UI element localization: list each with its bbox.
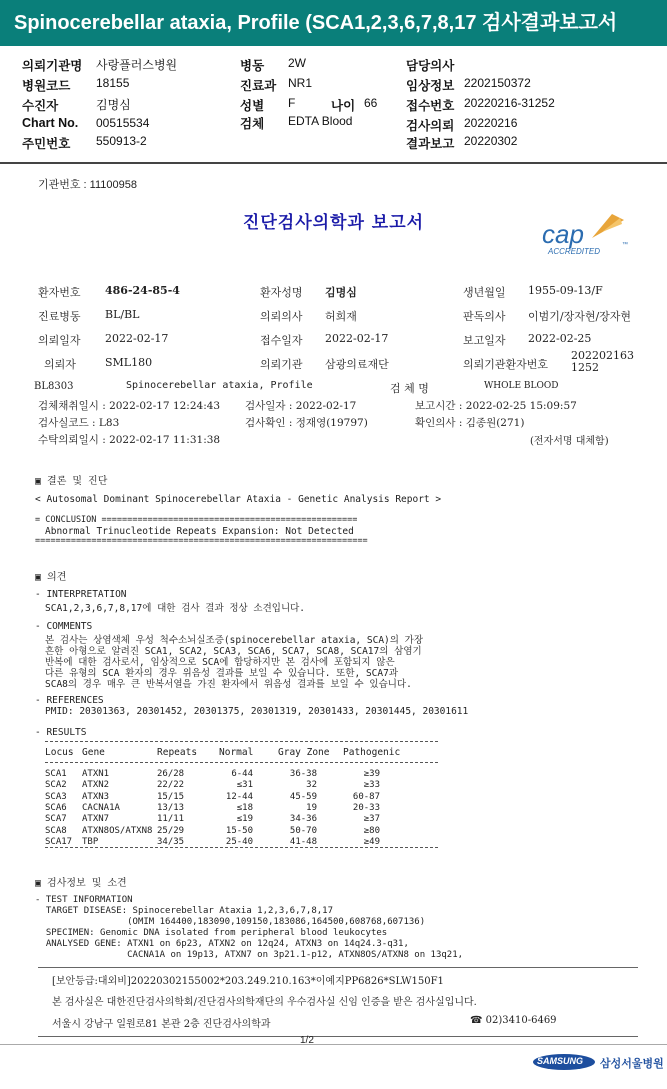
birthdate-value: 1955-09-13/F (528, 284, 603, 297)
test-info-line: SPECIMEN: Genomic DNA isolated from peripheral blood leukocytes (35, 928, 388, 938)
reading-doctor-value: 이범기/장자현/장자현 (528, 310, 632, 323)
label: 성별 (240, 99, 265, 113)
reading-doctor-label: 판독의사 (463, 310, 506, 323)
info-row-sex (240, 96, 296, 114)
section-opinion-heading: ▣ 의견 (35, 572, 67, 583)
lab-code: 검사실코드 : L83 (38, 417, 120, 429)
results-cell: 26/28 (157, 769, 185, 779)
value: 2W (288, 56, 306, 70)
scanned-report (0, 164, 667, 1089)
results-cell: ≤18 (236, 802, 253, 813)
label: 검체 (240, 117, 265, 131)
label: 나이 (331, 99, 356, 113)
info-row-department (240, 76, 313, 94)
report-title-bar (0, 0, 667, 46)
page-divider (0, 1044, 667, 1045)
info-row-chart-no (22, 116, 150, 130)
info-row-examinee (22, 96, 131, 114)
comment-line: 다른 유형의 SCA 환자의 경우 위음성 결과를 보일 수 있습니다. 또한, SCA7과 (45, 668, 398, 679)
info-row-doctor (406, 56, 454, 74)
col-header-repeats: Repeats (157, 747, 198, 758)
patient-number-label: 환자번호 (38, 286, 81, 299)
value: 18155 (96, 76, 130, 90)
interpretation-label: - INTERPRETATION (35, 589, 127, 600)
label: 의뢰기관명 (22, 59, 83, 73)
certification-text: 본 검사실은 대한진단검사의학회/진단검사의학재단의 우수검사실 신임 인증을 받은 검사실입니다. (52, 997, 477, 1008)
ward-label: 진료병동 (38, 310, 81, 323)
report-time: 보고시간 : 2022-02-25 15:09:57 (415, 400, 577, 412)
results-cell: ≥37 (363, 814, 380, 825)
report-date-value: 2022-02-25 (528, 332, 592, 345)
receipt-date-label: 접수일자 (260, 334, 303, 347)
results-cell: ATXN8OS/ATXN8 (82, 825, 153, 836)
results-cell: 25-40 (225, 836, 253, 847)
results-cell: 6-44 (231, 769, 253, 779)
test-info-line: (OMIM 164400,183090,109150,183086,164500,608768,607136) (35, 917, 426, 927)
results-label: - RESULTS (35, 727, 87, 738)
col-header-gray-zone: Gray Zone (278, 747, 330, 758)
section-conclusion-heading: ▣ 결론 및 진단 (35, 476, 108, 487)
results-cell: 20-33 (352, 802, 380, 813)
col-header-pathogenic: Pathogenic (343, 747, 401, 758)
report-title: Spinocerebellar ataxia, Profile (SCA1,2,3,6,7,8,17 검사결과보고서 (14, 12, 618, 34)
results-header-rule (45, 762, 438, 763)
comments-label: - COMMENTS (35, 621, 93, 632)
e-signature-note: (전자서명 대체함) (530, 436, 609, 447)
accredited-text: ACCREDITED (548, 247, 601, 256)
col-header-gene: Gene (82, 747, 105, 758)
test-info-line: CACNA1A on 19p13, ATXN7 on 3p21.1-p12, ATXN8OS/ATXN8 on 13q21, (35, 950, 464, 960)
results-cell: SCA2 (45, 780, 67, 791)
value: F (288, 96, 296, 110)
cap-accredited-logo (540, 210, 632, 256)
value: NR1 (288, 76, 313, 90)
results-cell: 22/22 (157, 780, 185, 791)
references-text: PMID: 20301363, 20301452, 20301375, 20301319, 20301433, 20301445, 20301611 (45, 706, 469, 717)
results-cell: SCA17 (45, 836, 73, 847)
value: 00515534 (96, 116, 150, 130)
test-confirmer: 검사확인 : 정재영(19797) (245, 417, 368, 429)
results-cell: 12-44 (225, 791, 253, 802)
results-cell: SCA1 (45, 769, 67, 779)
consignment-datetime: 수탁의뢰일시 : 2022-02-17 11:31:38 (38, 434, 221, 446)
value: 김명심 (96, 98, 131, 112)
label: 주민번호 (22, 137, 71, 151)
institution-patient-no-value: 2022021631252 (571, 349, 634, 374)
conclusion-text: Abnormal Trinucleotide Repeats Expansion: Not Detected (45, 526, 354, 537)
request-date-value: 2022-02-17 (105, 332, 169, 345)
results-cell: SCA7 (45, 814, 67, 825)
label: 진료과 (240, 79, 277, 93)
section-test-info-heading: ▣ 검사정보 및 소견 (35, 878, 127, 889)
results-cell: ATXN1 (82, 769, 110, 779)
collection-datetime: 검체채취일시 : 2022-02-17 12:24:43 (38, 400, 221, 412)
results-cell: 36-38 (289, 769, 317, 779)
test-info-line: TARGET DISEASE: Spinocerebellar Ataxia 1,2,3,6,7,8,17 (35, 906, 334, 916)
label: 접수번호 (406, 99, 455, 113)
info-row-result-report (406, 134, 518, 152)
results-cell: 60-87 (352, 791, 380, 802)
label: 담당의사 (406, 59, 455, 73)
info-row-specimen (240, 114, 353, 132)
patient-info-header (0, 46, 667, 164)
requesting-doctor-label: 의뢰의사 (260, 310, 303, 323)
request-date-label: 의뢰일자 (38, 334, 81, 347)
report-date-label: 보고일자 (463, 334, 506, 347)
value: 20220216-31252 (464, 96, 555, 110)
comment-line: 본 검사는 상염색체 우성 척수소뇌실조증(spinocerebellar ataxia, SCA)의 가장 (45, 635, 424, 646)
results-cell: 13/13 (157, 802, 185, 813)
requesting-institution-value: 삼광의료재단 (325, 358, 389, 371)
value: 2202150372 (464, 76, 531, 90)
results-cell: ATXN7 (82, 814, 110, 825)
value: 66 (364, 96, 378, 110)
samsung-logo-text: SAMSUNG (537, 1056, 584, 1066)
label: 결과보고 (406, 137, 455, 151)
results-cell: 19 (306, 802, 317, 813)
samsung-hospital-logo (533, 1052, 664, 1074)
conclusion-label: = CONCLUSION ================================================== (35, 515, 358, 525)
lab-report-title: 진단검사의학과 보고서 (242, 213, 425, 233)
results-cell: 32 (306, 780, 317, 791)
requesting-institution-label: 의뢰기관 (260, 358, 303, 371)
references-label: - REFERENCES (35, 695, 104, 706)
test-info-line: ANALYSED GENE: ATXN1 on 6p23, ATXN2 on 12q24, ATXN3 on 14q24.3-q31, (35, 939, 409, 949)
results-cell: 11/11 (157, 814, 185, 825)
comment-line: SCA8의 경우 매우 큰 반복서열을 가진 환자에서 위음성 결과를 보일 수 있습니다. (45, 679, 412, 690)
results-cell: SCA8 (45, 825, 67, 836)
patient-name-label: 환자성명 (260, 286, 303, 299)
results-cell: ≥49 (363, 836, 380, 847)
label: 병동 (240, 59, 265, 73)
label: Chart No. (22, 116, 79, 130)
info-row-hospital-code (22, 76, 130, 94)
label: 검사의뢰 (406, 119, 455, 133)
institution-number: 기관번호 : 11100958 (38, 179, 137, 191)
page-number: 1/2 (300, 1035, 314, 1046)
value: 20220216 (464, 116, 518, 130)
patient-name-value: 김명심 (325, 286, 357, 299)
info-row-age (331, 96, 378, 114)
conclusion-end-rule: ================================================================= (35, 536, 368, 546)
results-cell: 34/35 (157, 836, 185, 847)
results-cell: 34-36 (289, 814, 317, 825)
info-row-test-request (406, 116, 518, 134)
results-cell: TBP (82, 836, 99, 847)
value: 550913-2 (96, 134, 147, 148)
interpretation-text: SCA1,2,3,6,7,8,17에 대한 검사 결과 정상 소견입니다. (45, 603, 306, 614)
hospital-name: 삼성서울병원 (600, 1058, 664, 1070)
patient-number-value: 486-24-85-4 (105, 284, 180, 297)
ward-value: BL/BL (105, 308, 140, 321)
results-top-rule (45, 741, 438, 742)
results-cell: ≥33 (363, 780, 380, 791)
info-row-receipt-no (406, 96, 555, 114)
tm-mark: ™ (622, 242, 628, 248)
results-cell: ≥80 (363, 825, 380, 836)
results-cell: CACNA1A (82, 802, 120, 813)
results-cell: SCA6 (45, 802, 67, 813)
birthdate-label: 생년월일 (463, 286, 506, 299)
test-name: Spinocerebellar ataxia, Profile (126, 380, 313, 391)
results-cell: 25/29 (157, 825, 185, 836)
specimen-value: WHOLE BLOOD (484, 381, 559, 391)
results-bottom-rule (45, 847, 438, 848)
info-row-ward (240, 56, 306, 74)
label: 수진자 (22, 99, 59, 113)
receipt-date-value: 2022-02-17 (325, 332, 389, 345)
results-cell: 45-59 (289, 791, 317, 802)
results-cell: 41-48 (289, 836, 317, 847)
results-cell: 15-50 (225, 825, 253, 836)
results-cell: ≤31 (236, 780, 253, 791)
label: 병원코드 (22, 79, 71, 93)
comment-line: 흔한 아형으로 알려진 SCA1, SCA2, SCA3, SCA6, SCA7, SCA8, SCA17의 삼염기 (45, 646, 422, 657)
report-name: < Autosomal Dominant Spinocerebellar Ataxia - Genetic Analysis Report > (35, 494, 442, 505)
info-row-clinical-info (406, 76, 531, 94)
requesting-doctor-value: 허희재 (325, 310, 357, 323)
institution-patient-no-label: 의뢰기관환자번호 (463, 358, 549, 371)
lab-address: 서울시 강남구 일원로81 본관 2층 진단검사의학과 (52, 1019, 271, 1030)
specimen-label: 검 체 명 (390, 382, 429, 395)
results-cell: ≤19 (236, 814, 253, 825)
results-cell: SCA3 (45, 791, 67, 802)
lab-phone: ☎ 02)3410-6469 (470, 1015, 557, 1026)
info-row-requesting-institution (22, 56, 178, 74)
value: EDTA Blood (288, 114, 353, 128)
results-cell: ≥39 (363, 769, 380, 779)
test-code: BL8303 (34, 381, 74, 392)
value: 20220302 (464, 134, 518, 148)
results-cell: ATXN2 (82, 780, 110, 791)
security-line: [보안등급:대외비]20220302155002*203.249.210.163*이예지PP6826*SLW150F1 (52, 976, 444, 987)
results-cell: 50-70 (289, 825, 317, 836)
confirming-doctor: 확인의사 : 김종원(271) (415, 417, 525, 429)
requester-label: 의뢰자 (44, 358, 76, 371)
comment-line: 반복에 대한 검사로서, 임상적으로 SCA에 합당하지만 본 검사에 포함되지 않은 (45, 657, 395, 668)
info-row-resident-no (22, 134, 147, 152)
requester-value: SML180 (105, 356, 153, 369)
value: 사랑플러스병원 (96, 58, 178, 72)
results-cell: ATXN3 (82, 791, 110, 802)
cap-text: cap (542, 219, 584, 249)
results-cell: 15/15 (157, 791, 185, 802)
test-date: 검사일자 : 2022-02-17 (245, 400, 357, 412)
test-info-line: - TEST INFORMATION (35, 895, 133, 905)
col-header-normal: Normal (219, 747, 254, 758)
label: 임상정보 (406, 79, 455, 93)
col-header-locus: Locus (45, 747, 74, 758)
